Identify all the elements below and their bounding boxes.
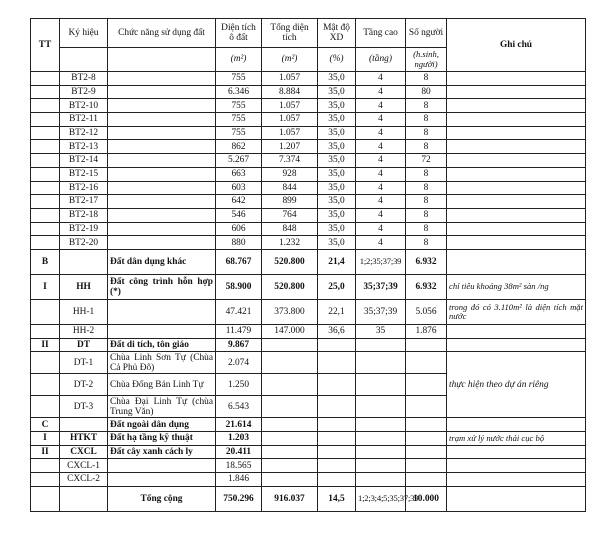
row-density: 35,0 bbox=[318, 140, 356, 154]
row-density: 35,0 bbox=[318, 222, 356, 236]
section-tt: B bbox=[31, 249, 60, 274]
row-land: 755 bbox=[216, 126, 262, 140]
row-land: 47.421 bbox=[216, 299, 262, 324]
row-people: 8 bbox=[406, 167, 447, 181]
table-row bbox=[31, 167, 586, 181]
table-row bbox=[31, 72, 586, 86]
row-code: DT-3 bbox=[60, 396, 108, 418]
section-row-htkt bbox=[31, 432, 586, 446]
unit-density: (%) bbox=[318, 48, 356, 72]
row-code: BT2-11 bbox=[60, 113, 108, 127]
section-tt: C bbox=[31, 418, 60, 432]
row-floor: 1.232 bbox=[262, 236, 318, 250]
section-tt: I bbox=[31, 274, 60, 299]
section-code: CXCL bbox=[60, 445, 108, 459]
section-function: Đất di tích, tôn giáo bbox=[108, 338, 216, 352]
table-row bbox=[31, 236, 586, 250]
row-density: 22,1 bbox=[318, 299, 356, 324]
section-land: 9.867 bbox=[216, 338, 262, 352]
total-floor: 916.037 bbox=[262, 486, 318, 511]
section-density: 21,4 bbox=[318, 249, 356, 274]
row-floors: 4 bbox=[356, 181, 406, 195]
row-land: 755 bbox=[216, 72, 262, 86]
row-people: 72 bbox=[406, 154, 447, 168]
row-people: 8 bbox=[406, 236, 447, 250]
row-floor: 1.207 bbox=[262, 140, 318, 154]
header-tt: TT bbox=[31, 19, 60, 72]
section-row-hh bbox=[31, 274, 586, 299]
table-row bbox=[31, 299, 586, 324]
total-density: 14,5 bbox=[318, 486, 356, 511]
row-land: 11.479 bbox=[216, 324, 262, 338]
row-floors: 4 bbox=[356, 85, 406, 99]
section-code: DT bbox=[60, 338, 108, 352]
row-code: BT2-19 bbox=[60, 222, 108, 236]
row-code: BT2-17 bbox=[60, 195, 108, 209]
header-code-unit bbox=[60, 48, 108, 72]
row-density: 35,0 bbox=[318, 181, 356, 195]
row-land: 755 bbox=[216, 99, 262, 113]
row-land: 1.250 bbox=[216, 374, 262, 396]
section-land: 68.767 bbox=[216, 249, 262, 274]
row-code: BT2-14 bbox=[60, 154, 108, 168]
row-floor: 764 bbox=[262, 208, 318, 222]
row-land: 663 bbox=[216, 167, 262, 181]
table-row bbox=[31, 85, 586, 99]
row-floors: 4 bbox=[356, 140, 406, 154]
row-density: 35,0 bbox=[318, 113, 356, 127]
row-floors: 35 bbox=[356, 324, 406, 338]
row-land: 2.074 bbox=[216, 352, 262, 374]
row-floor: 844 bbox=[262, 181, 318, 195]
row-floor: 899 bbox=[262, 195, 318, 209]
table-row bbox=[31, 195, 586, 209]
row-floor: 8.884 bbox=[262, 85, 318, 99]
row-people: 8 bbox=[406, 181, 447, 195]
row-floors: 35;37;39 bbox=[356, 299, 406, 324]
row-code: CXCL-1 bbox=[60, 459, 108, 473]
section-row-cxcl bbox=[31, 445, 586, 459]
row-floor: 1.057 bbox=[262, 126, 318, 140]
row-people: 8 bbox=[406, 99, 447, 113]
row-function: Chùa Đại Linh Tự (chùa Trung Văn) bbox=[108, 396, 216, 418]
row-code: BT2-10 bbox=[60, 99, 108, 113]
row-floor: 928 bbox=[262, 167, 318, 181]
row-density: 35,0 bbox=[318, 154, 356, 168]
row-code: BT2-12 bbox=[60, 126, 108, 140]
header-function: Chức năng sử dụng đất bbox=[108, 19, 216, 48]
row-floors: 4 bbox=[356, 167, 406, 181]
section-land: 58.900 bbox=[216, 274, 262, 299]
section-tt: II bbox=[31, 445, 60, 459]
row-density: 35,0 bbox=[318, 167, 356, 181]
row-land: 5.267 bbox=[216, 154, 262, 168]
total-label: Tổng cộng bbox=[108, 486, 216, 511]
row-floor: 147.000 bbox=[262, 324, 318, 338]
section-people: 6.932 bbox=[406, 274, 447, 299]
row-floors: 4 bbox=[356, 113, 406, 127]
section-function: Đất dân dụng khác bbox=[108, 249, 216, 274]
table-row bbox=[31, 352, 586, 374]
row-floors: 4 bbox=[356, 208, 406, 222]
section-floors: 1;2;35;37;39 bbox=[356, 249, 406, 274]
header-land-area: Diện tích ô đất bbox=[216, 19, 262, 48]
row-floors: 4 bbox=[356, 222, 406, 236]
section-note: trạm xử lý nước thải cục bộ bbox=[447, 432, 586, 446]
table-row bbox=[31, 222, 586, 236]
row-people: 8 bbox=[406, 126, 447, 140]
section-tt: II bbox=[31, 338, 60, 352]
table-row bbox=[31, 140, 586, 154]
unit-floor: (m²) bbox=[262, 48, 318, 72]
row-function: Chùa Đống Bản Linh Tự bbox=[108, 374, 216, 396]
row-floors: 4 bbox=[356, 72, 406, 86]
row-code: BT2-16 bbox=[60, 181, 108, 195]
row-code: BT2-8 bbox=[60, 72, 108, 86]
header-density: Mật độ XD bbox=[318, 19, 356, 48]
row-note: trong đó có 3.110m² là diện tích mặt nước bbox=[447, 299, 586, 324]
section-row-c bbox=[31, 418, 586, 432]
header-function-unit bbox=[108, 48, 216, 72]
header-code: Ký hiệu bbox=[60, 19, 108, 48]
section-floor: 520.800 bbox=[262, 249, 318, 274]
row-floors: 4 bbox=[356, 195, 406, 209]
row-people: 80 bbox=[406, 85, 447, 99]
row-floor: 373.800 bbox=[262, 299, 318, 324]
total-row bbox=[31, 486, 586, 511]
row-people: 8 bbox=[406, 208, 447, 222]
table-row bbox=[31, 208, 586, 222]
section-function: Đất ngoài dân dụng bbox=[108, 418, 216, 432]
section-note: chỉ tiêu khoảng 38m² sàn /ng bbox=[447, 274, 586, 299]
row-code: BT2-20 bbox=[60, 236, 108, 250]
row-code: DT-2 bbox=[60, 374, 108, 396]
total-floors: 1;2;3;4;5;35;37;39 bbox=[356, 486, 406, 511]
table-row bbox=[31, 154, 586, 168]
total-people: 10.000 bbox=[406, 486, 447, 511]
row-floors: 4 bbox=[356, 99, 406, 113]
table-row bbox=[31, 473, 586, 487]
header-floors: Tầng cao bbox=[356, 19, 406, 48]
section-floor: 520.800 bbox=[262, 274, 318, 299]
row-code: HH-2 bbox=[60, 324, 108, 338]
section-function: Đất cây xanh cách ly bbox=[108, 445, 216, 459]
row-land: 18.565 bbox=[216, 459, 262, 473]
row-land: 6.543 bbox=[216, 396, 262, 418]
section-function: Đất công trình hỗn hợp (*) bbox=[108, 274, 216, 299]
row-code: DT-1 bbox=[60, 352, 108, 374]
dt-note: thực hiện theo dự án riêng bbox=[447, 352, 586, 418]
row-density: 36,6 bbox=[318, 324, 356, 338]
row-floor: 848 bbox=[262, 222, 318, 236]
row-land: 880 bbox=[216, 236, 262, 250]
row-density: 35,0 bbox=[318, 85, 356, 99]
row-land: 6.346 bbox=[216, 85, 262, 99]
row-floor: 1.057 bbox=[262, 99, 318, 113]
section-land: 20.411 bbox=[216, 445, 262, 459]
row-people: 8 bbox=[406, 195, 447, 209]
section-floors: 35;37;39 bbox=[356, 274, 406, 299]
row-code: BT2-15 bbox=[60, 167, 108, 181]
row-floors: 4 bbox=[356, 154, 406, 168]
section-row-dt bbox=[31, 338, 586, 352]
table-row bbox=[31, 126, 586, 140]
section-code: HTKT bbox=[60, 432, 108, 446]
row-code: BT2-9 bbox=[60, 85, 108, 99]
section-density: 25,0 bbox=[318, 274, 356, 299]
row-code: BT2-13 bbox=[60, 140, 108, 154]
row-density: 35,0 bbox=[318, 208, 356, 222]
unit-floors: (tầng) bbox=[356, 48, 406, 72]
row-land: 862 bbox=[216, 140, 262, 154]
row-floor: 1.057 bbox=[262, 72, 318, 86]
row-land: 755 bbox=[216, 113, 262, 127]
row-people: 8 bbox=[406, 72, 447, 86]
unit-land: (m²) bbox=[216, 48, 262, 72]
row-density: 35,0 bbox=[318, 236, 356, 250]
section-land: 1.203 bbox=[216, 432, 262, 446]
section-code: HH bbox=[60, 274, 108, 299]
row-people: 8 bbox=[406, 140, 447, 154]
land-use-table bbox=[30, 18, 586, 512]
row-function: Chùa Linh Sơn Tự (Chùa Cả Phủ Đô) bbox=[108, 352, 216, 374]
table-row bbox=[31, 113, 586, 127]
row-land: 546 bbox=[216, 208, 262, 222]
row-people: 1.876 bbox=[406, 324, 447, 338]
row-density: 35,0 bbox=[318, 72, 356, 86]
row-people: 8 bbox=[406, 113, 447, 127]
total-land: 750.296 bbox=[216, 486, 262, 511]
row-land: 642 bbox=[216, 195, 262, 209]
section-people: 6.932 bbox=[406, 249, 447, 274]
table-row bbox=[31, 324, 586, 338]
table-row bbox=[31, 459, 586, 473]
row-floors: 4 bbox=[356, 126, 406, 140]
row-floor: 7.374 bbox=[262, 154, 318, 168]
row-floor: 1.057 bbox=[262, 113, 318, 127]
row-code: HH-1 bbox=[60, 299, 108, 324]
row-density: 35,0 bbox=[318, 99, 356, 113]
row-code: BT2-18 bbox=[60, 208, 108, 222]
unit-people: (h.sinh, người) bbox=[406, 48, 447, 72]
section-tt: I bbox=[31, 432, 60, 446]
section-row-b bbox=[31, 249, 586, 274]
row-people: 8 bbox=[406, 222, 447, 236]
section-land: 21.614 bbox=[216, 418, 262, 432]
row-code: CXCL-2 bbox=[60, 473, 108, 487]
row-land: 606 bbox=[216, 222, 262, 236]
header-floor-area: Tổng diện tích bbox=[262, 19, 318, 48]
row-floors: 4 bbox=[356, 236, 406, 250]
table-row bbox=[31, 99, 586, 113]
table-row bbox=[31, 181, 586, 195]
section-function: Đất hạ tầng kỹ thuật bbox=[108, 432, 216, 446]
row-density: 35,0 bbox=[318, 195, 356, 209]
header-people: Số người bbox=[406, 19, 447, 48]
header-note: Ghi chú bbox=[447, 19, 586, 72]
row-land: 1.846 bbox=[216, 473, 262, 487]
row-land: 603 bbox=[216, 181, 262, 195]
row-people: 5.056 bbox=[406, 299, 447, 324]
row-density: 35,0 bbox=[318, 126, 356, 140]
